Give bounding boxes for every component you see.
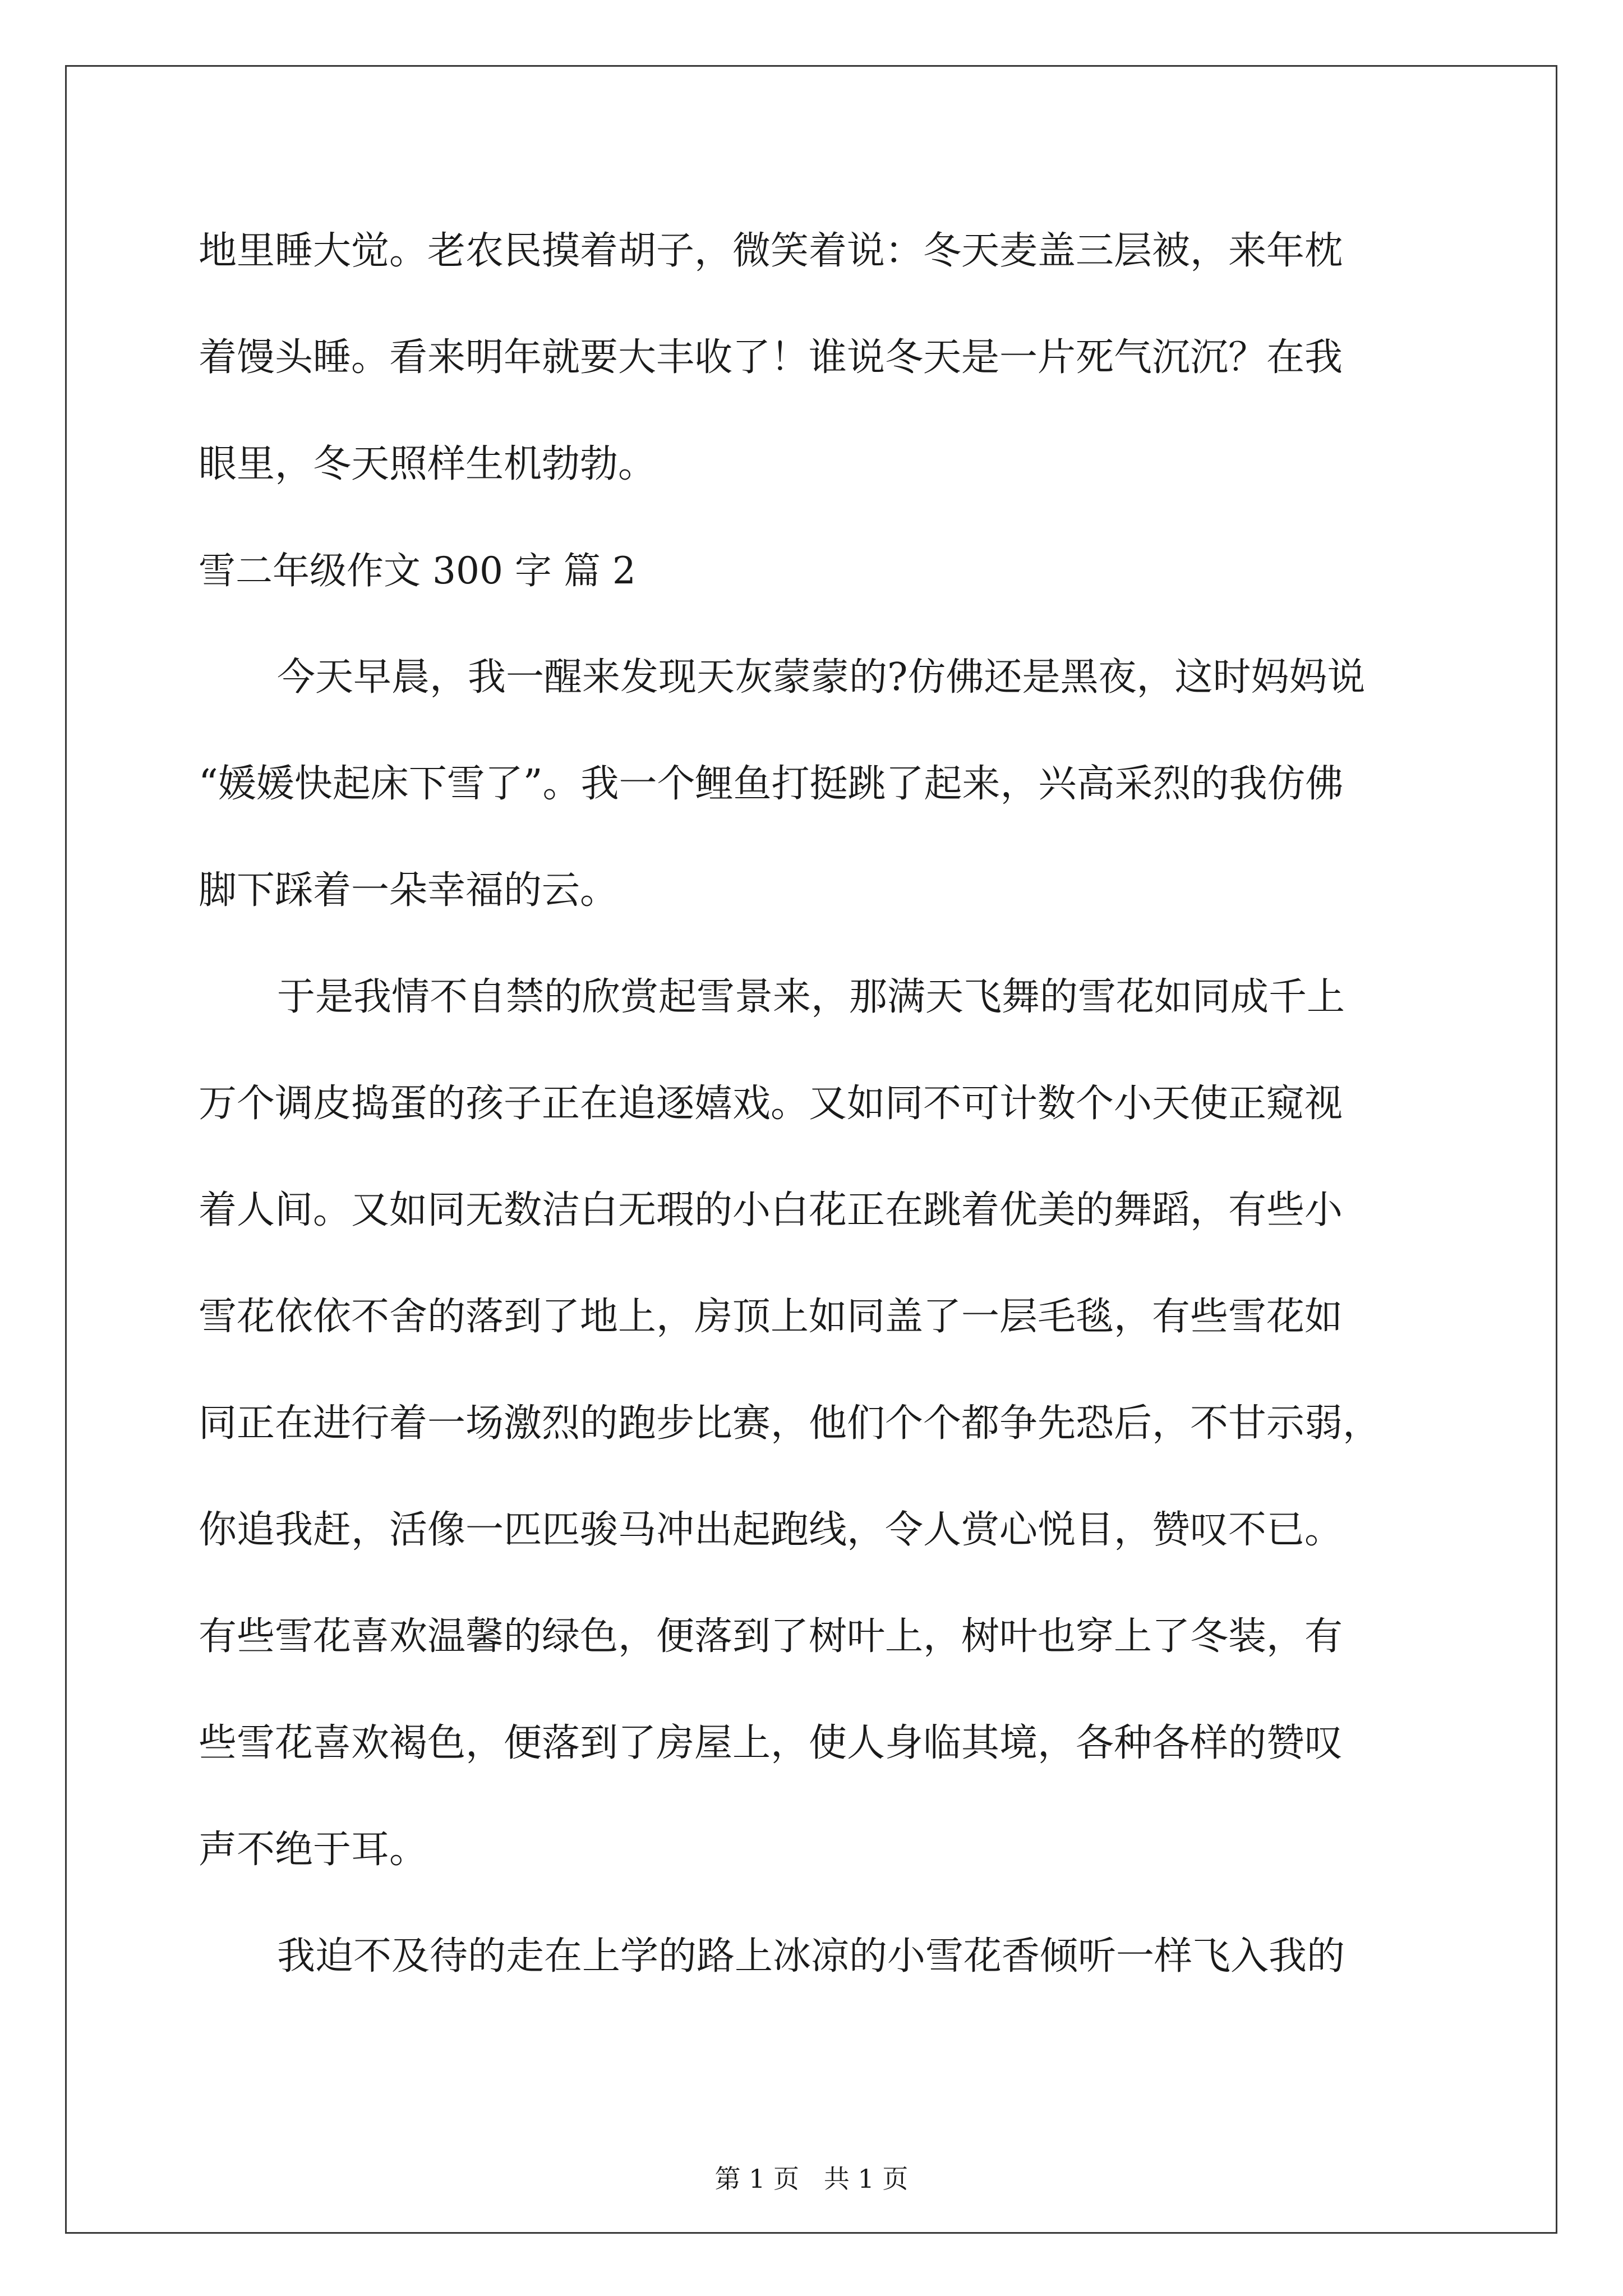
- text-line: 于是我情不自禁的欣赏起雪景来，那满天飞舞的雪花如同成千上: [277, 975, 1345, 1019]
- essay-heading: 雪二年级作文 300 字 篇 2: [199, 549, 636, 592]
- text-line: 眼里，冬天照样生机勃勃。: [199, 442, 657, 486]
- text-line: 着馒头睡。看来明年就要大丰收了！谁说冬天是一片死气沉沉？在我: [199, 335, 1343, 380]
- text-line: 声不绝于耳。: [199, 1828, 428, 1872]
- text-line: “媛媛快起床下雪了”。我一个鲤鱼打挺跳了起来，兴高采烈的我仿佛: [199, 762, 1344, 806]
- text-line: 同正在进行着一场激烈的跑步比赛，他们个个都争先恐后，不甘示弱，: [199, 1401, 1381, 1446]
- page-number-footer: 第 1 页 共 1 页: [714, 2164, 909, 2194]
- text-line: 你追我赶，活像一匹匹骏马冲出起跑线，令人赏心悦目，赞叹不已。: [199, 1508, 1343, 1552]
- text-line: 我迫不及待的走在上学的路上冰凉的小雪花香倾听一样飞入我的: [277, 1934, 1345, 1978]
- text-line: 今天早晨，我一醒来发现天灰蒙蒙的?仿佛还是黑夜，这时妈妈说: [277, 655, 1366, 700]
- text-line: 地里睡大觉。老农民摸着胡子，微笑着说：冬天麦盖三层被，来年枕: [199, 229, 1343, 273]
- text-line: 雪花依依不舍的落到了地上，房顶上如同盖了一层毛毯，有些雪花如: [199, 1295, 1343, 1339]
- text-line: 着人间。又如同无数洁白无瑕的小白花正在跳着优美的舞蹈，有些小: [199, 1188, 1343, 1232]
- paragraph-1: [199, 218, 1430, 537]
- paragraph-2: [199, 644, 1430, 964]
- paragraph-3: [199, 964, 1430, 1923]
- text-line: 些雪花喜欢褐色，便落到了房屋上，使人身临其境，各种各样的赞叹: [199, 1721, 1343, 1765]
- paragraph-4: [199, 1923, 1430, 2030]
- document-body: [199, 218, 1430, 2030]
- text-line: 万个调皮捣蛋的孩子正在追逐嬉戏。又如同不可计数个小天使正窥视: [199, 1082, 1343, 1126]
- text-line: 有些雪花喜欢温馨的绿色，便落到了树叶上，树叶也穿上了冬装，有: [199, 1614, 1343, 1659]
- text-line: 脚下踩着一朵幸福的云。: [199, 868, 619, 913]
